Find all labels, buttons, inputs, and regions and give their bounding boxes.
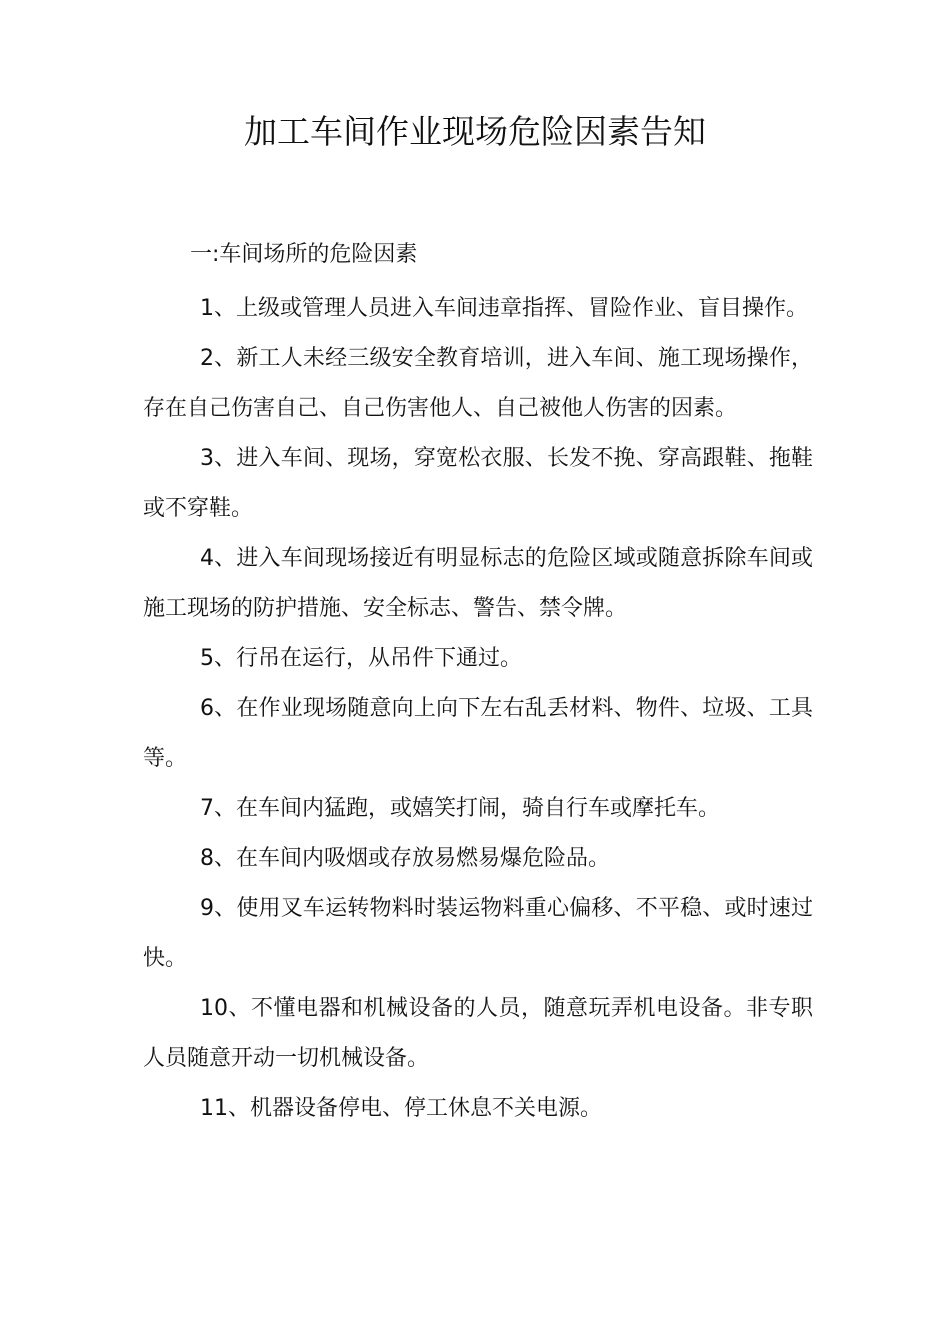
hazard-item-8: 8、在车间内吸烟或存放易燃易爆危险品。: [200, 846, 610, 871]
hazard-item-4: 4、进入车间现场接近有明显标志的危险区域或随意拆除车间或施工现场的防护措施、安全标志、警告、禁令牌。: [143, 546, 813, 621]
hazard-item-7: 7、在车间内猛跑，或嬉笑打闹，骑自行车或摩托车。: [200, 796, 720, 821]
hazard-item-3: 3、进入车间、现场，穿宽松衣服、长发不挽、穿高跟鞋、拖鞋或不穿鞋。: [143, 446, 813, 521]
section-heading: 一:车间场所的危险因素: [190, 242, 418, 267]
hazard-item-5: 5、行吊在运行，从吊件下通过。: [200, 646, 522, 671]
hazard-item-10: 10、不懂电器和机械设备的人员，随意玩弄机电设备。非专职人员随意开动一切机械设备。: [143, 996, 813, 1071]
hazard-item-1: 1、上级或管理人员进入车间违章指挥、冒险作业、盲目操作。: [200, 296, 808, 321]
hazard-list: [143, 284, 813, 1134]
hazard-item-9: 9、使用叉车运转物料时装运物料重心偏移、不平稳、或时速过快。: [143, 896, 813, 971]
document-title: 加工车间作业现场危险因素告知: [244, 112, 706, 151]
hazard-item-2: 2、新工人未经三级安全教育培训，进入车间、施工现场操作，存在自己伤害自己、自己伤害他人、自己被他人伤害的因素。: [143, 346, 813, 421]
hazard-item-6: 6、在作业现场随意向上向下左右乱丢材料、物件、垃圾、工具等。: [143, 696, 813, 771]
hazard-item-11: 11、机器设备停电、停工休息不关电源。: [200, 1096, 602, 1121]
